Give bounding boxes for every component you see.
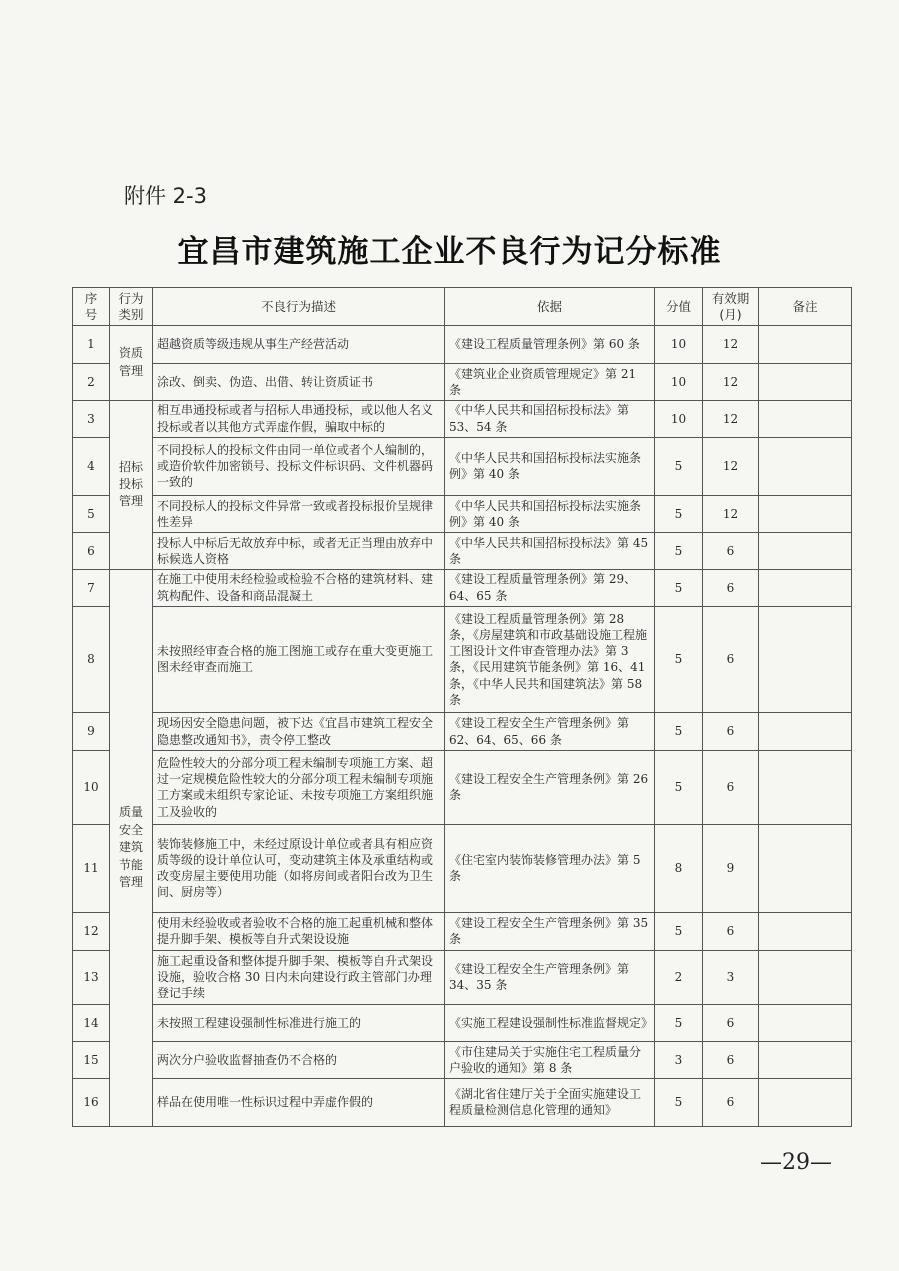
table-row xyxy=(73,363,852,400)
attachment-label: 附件 2-3 xyxy=(124,184,207,208)
row-basis: 《建设工程质量管理条例》第 60 条 xyxy=(445,326,655,364)
document-title: 宜昌市建筑施工企业不良行为记分标准 xyxy=(177,234,722,270)
row-validity: 6 xyxy=(703,713,759,751)
row-score: 2 xyxy=(655,950,703,1004)
row-remarks xyxy=(759,750,852,824)
row-remarks xyxy=(759,569,852,606)
row-remarks xyxy=(759,437,852,495)
header-category: 行为 类别 xyxy=(110,288,153,326)
row-description: 装饰装修施工中，未经过原设计单位或者具有相应资质等级的设计单位认可，变动建筑主体及承重结构或改变房屋主要使用功能（如将房间或者阳台改为卫生间、厨房等） xyxy=(153,824,445,912)
header-no: 序 号 xyxy=(73,288,110,326)
row-no: 8 xyxy=(73,606,110,713)
row-basis: 《中华人民共和国招标投标法》第 53、54 条 xyxy=(445,400,655,437)
table-row xyxy=(73,437,852,495)
row-no: 10 xyxy=(73,750,110,824)
row-validity: 12 xyxy=(703,363,759,400)
table-row xyxy=(73,569,852,606)
row-no: 4 xyxy=(73,437,110,495)
row-score: 10 xyxy=(655,326,703,364)
row-score: 5 xyxy=(655,1004,703,1041)
row-category: 质量 安全 建筑 节能 管理 xyxy=(110,569,153,1126)
row-remarks xyxy=(759,1004,852,1041)
row-score: 8 xyxy=(655,824,703,912)
header-validity: 有效期 (月) xyxy=(703,288,759,326)
row-score: 10 xyxy=(655,400,703,437)
row-basis: 《建设工程质量管理条例》第 28 条，《房屋建筑和市政基础设施工程施工图设计文件审查管理办法》第 3 条，《民用建筑节能条例》第 16、41 条，《中华人民共和国建筑法》第 58 条 xyxy=(445,606,655,713)
row-basis: 《建设工程安全生产管理条例》第 35 条 xyxy=(445,912,655,950)
row-score: 3 xyxy=(655,1041,703,1078)
row-basis: 《建设工程质量管理条例》第 29、64、65 条 xyxy=(445,569,655,606)
row-score: 5 xyxy=(655,495,703,532)
row-remarks xyxy=(759,495,852,532)
row-basis: 《建设工程安全生产管理条例》第 34、35 条 xyxy=(445,950,655,1004)
row-remarks xyxy=(759,532,852,569)
row-validity: 12 xyxy=(703,400,759,437)
row-no: 9 xyxy=(73,713,110,751)
row-remarks xyxy=(759,824,852,912)
row-description: 涂改、倒卖、伪造、出借、转让资质证书 xyxy=(153,363,445,400)
row-description: 现场因安全隐患问题，被下达《宜昌市建筑工程安全隐患整改通知书》，责令停工整改 xyxy=(153,713,445,751)
table-row xyxy=(73,326,852,364)
row-validity: 6 xyxy=(703,750,759,824)
row-category: 招标 投标 管理 xyxy=(110,400,153,569)
table-row xyxy=(73,1004,852,1041)
row-basis: 《中华人民共和国招标投标法实施条例》第 40 条 xyxy=(445,437,655,495)
table-row xyxy=(73,606,852,713)
row-basis: 《湖北省住建厅关于全面实施建设工程质量检测信息化管理的通知》 xyxy=(445,1078,655,1126)
row-validity: 6 xyxy=(703,569,759,606)
row-description: 使用未经验收或者验收不合格的施工起重机械和整体提升脚手架、模板等自升式架设设施 xyxy=(153,912,445,950)
row-validity: 6 xyxy=(703,912,759,950)
page-number: —29— xyxy=(760,1150,832,1175)
header-remarks: 备注 xyxy=(759,288,852,326)
row-description: 超越资质等级违规从事生产经营活动 xyxy=(153,326,445,364)
row-remarks xyxy=(759,1041,852,1078)
row-validity: 12 xyxy=(703,326,759,364)
row-remarks xyxy=(759,326,852,364)
table-row xyxy=(73,713,852,751)
row-validity: 12 xyxy=(703,437,759,495)
row-validity: 6 xyxy=(703,606,759,713)
scoring-standard-table xyxy=(72,287,852,1127)
row-basis: 《实施工程建设强制性标准监督规定》 xyxy=(445,1004,655,1041)
row-no: 7 xyxy=(73,569,110,606)
table-row xyxy=(73,950,852,1004)
table-row xyxy=(73,495,852,532)
row-remarks xyxy=(759,363,852,400)
row-no: 13 xyxy=(73,950,110,1004)
row-remarks xyxy=(759,950,852,1004)
row-basis: 《中华人民共和国招标投标法》第 45 条 xyxy=(445,532,655,569)
header-description: 不良行为描述 xyxy=(153,288,445,326)
table-row xyxy=(73,1041,852,1078)
row-remarks xyxy=(759,713,852,751)
row-score: 5 xyxy=(655,606,703,713)
row-no: 6 xyxy=(73,532,110,569)
row-basis: 《中华人民共和国招标投标法实施条例》第 40 条 xyxy=(445,495,655,532)
table-row xyxy=(73,1078,852,1126)
row-remarks xyxy=(759,1078,852,1126)
row-description: 危险性较大的分部分项工程未编制专项施工方案、超过一定规模危险性较大的分部分项工程未编制专项施工方案或未组织专家论证、未按专项施工方案组织施工及验收的 xyxy=(153,750,445,824)
row-no: 5 xyxy=(73,495,110,532)
row-validity: 6 xyxy=(703,532,759,569)
row-category: 资质 管理 xyxy=(110,326,153,401)
row-validity: 6 xyxy=(703,1004,759,1041)
table-row xyxy=(73,750,852,824)
row-basis: 《建设工程安全生产管理条例》第 62、64、65、66 条 xyxy=(445,713,655,751)
row-no: 2 xyxy=(73,363,110,400)
row-score: 5 xyxy=(655,713,703,751)
row-validity: 3 xyxy=(703,950,759,1004)
table-row xyxy=(73,400,852,437)
row-score: 5 xyxy=(655,532,703,569)
row-no: 1 xyxy=(73,326,110,364)
table-header-row xyxy=(73,288,852,326)
row-description: 在施工中使用未经检验或检验不合格的建筑材料、建筑构配件、设备和商品混凝土 xyxy=(153,569,445,606)
header-score: 分值 xyxy=(655,288,703,326)
row-description: 不同投标人的投标文件异常一致或者投标报价呈规律性差异 xyxy=(153,495,445,532)
row-description: 样品在使用唯一性标识过程中弄虚作假的 xyxy=(153,1078,445,1126)
row-description: 不同投标人的投标文件由同一单位或者个人编制的，或造价软件加密锁号、投标文件标识码、文件机器码一致的 xyxy=(153,437,445,495)
row-score: 10 xyxy=(655,363,703,400)
row-remarks xyxy=(759,606,852,713)
row-validity: 12 xyxy=(703,495,759,532)
row-basis: 《建设工程安全生产管理条例》第 26 条 xyxy=(445,750,655,824)
row-basis: 《建筑业企业资质管理规定》第 21 条 xyxy=(445,363,655,400)
table-row xyxy=(73,532,852,569)
row-validity: 6 xyxy=(703,1041,759,1078)
row-score: 5 xyxy=(655,437,703,495)
row-no: 15 xyxy=(73,1041,110,1078)
row-score: 5 xyxy=(655,1078,703,1126)
row-no: 14 xyxy=(73,1004,110,1041)
row-validity: 9 xyxy=(703,824,759,912)
row-no: 16 xyxy=(73,1078,110,1126)
row-no: 12 xyxy=(73,912,110,950)
row-description: 未按照经审查合格的施工图施工或存在重大变更施工图未经审查而施工 xyxy=(153,606,445,713)
row-validity: 6 xyxy=(703,1078,759,1126)
row-description: 两次分户验收监督抽查仍不合格的 xyxy=(153,1041,445,1078)
row-no: 3 xyxy=(73,400,110,437)
table-row xyxy=(73,824,852,912)
row-description: 相互串通投标或者与招标人串通投标，或以他人名义投标或者以其他方式弄虚作假，骗取中标的 xyxy=(153,400,445,437)
row-description: 未按照工程建设强制性标准进行施工的 xyxy=(153,1004,445,1041)
row-description: 施工起重设备和整体提升脚手架、模板等自升式架设设施，验收合格 30 日内未向建设行政主管部门办理登记手续 xyxy=(153,950,445,1004)
row-remarks xyxy=(759,912,852,950)
row-score: 5 xyxy=(655,569,703,606)
row-score: 5 xyxy=(655,750,703,824)
row-remarks xyxy=(759,400,852,437)
row-no: 11 xyxy=(73,824,110,912)
header-basis: 依据 xyxy=(445,288,655,326)
row-basis: 《住宅室内装饰装修管理办法》第 5 条 xyxy=(445,824,655,912)
table-row xyxy=(73,912,852,950)
row-description: 投标人中标后无故放弃中标，或者无正当理由放弃中标候选人资格 xyxy=(153,532,445,569)
row-basis: 《市住建局关于实施住宅工程质量分户验收的通知》第 8 条 xyxy=(445,1041,655,1078)
row-score: 5 xyxy=(655,912,703,950)
